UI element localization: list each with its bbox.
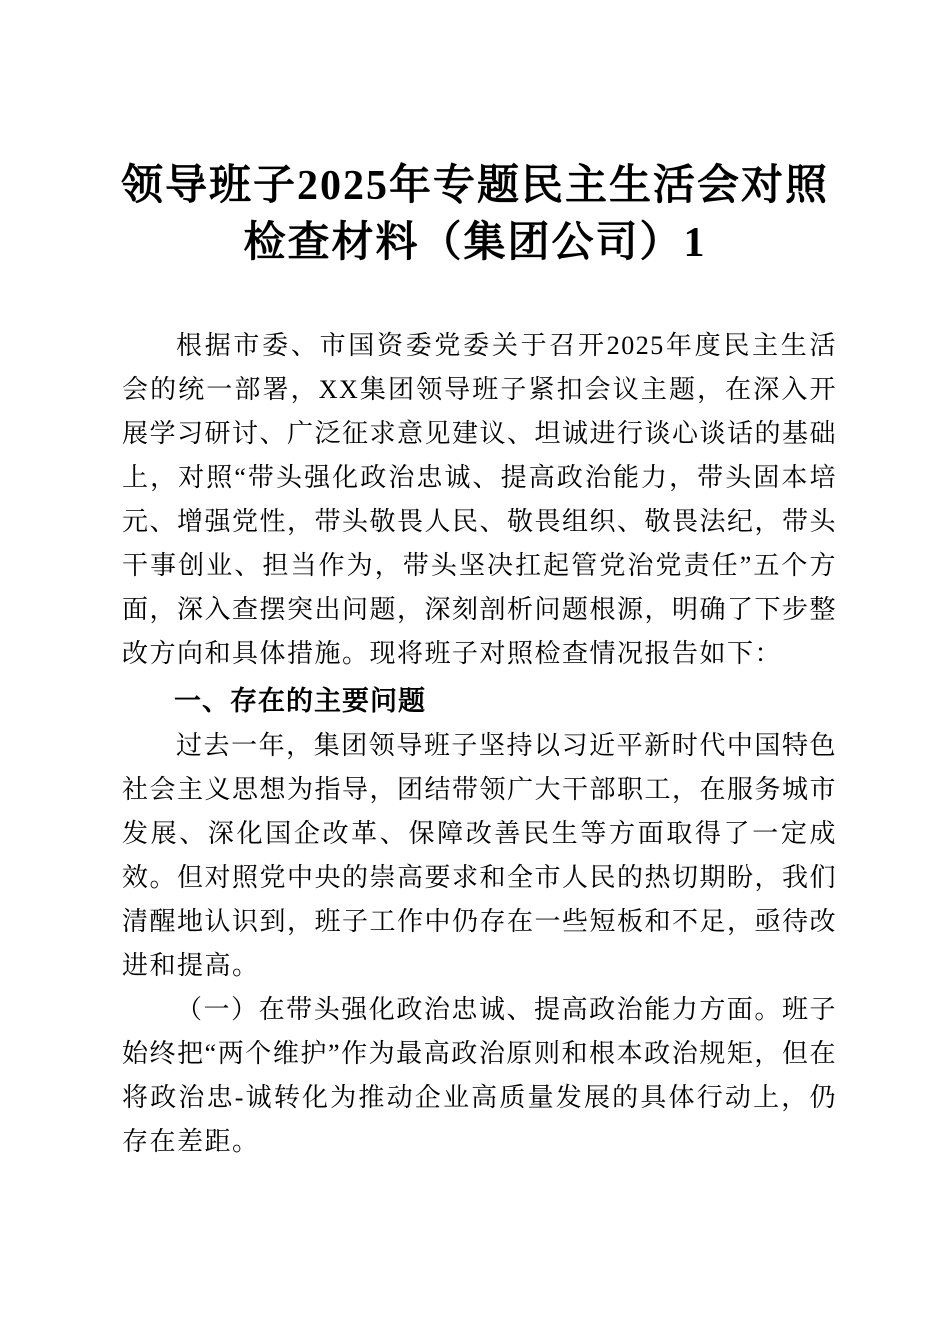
document-title (60, 158, 890, 272)
paragraph-intro: 根据市委、市国资委党委关于召开2025年度民主生活会的统一部署，XX集团领导班子紧扣会议主题，在深入开展学习研讨、广泛征求意见建议、坦诚进行谈心谈话的基础上，对照“带头强化政治忠诚、提高政治能力，带头固本培元、增强党性，带头敬畏人民、敬畏组织、敬畏法纪，带头干事创业、担当作为，带头坚决扛起管党治党责任”五个方面，深入查摆突出问题，深刻剖析问题根源，明确了下步整改方向和具体措施。现将班子对照检查情况报告如下： (122, 331, 838, 668)
document-title-line-1: 领导班子2025年专题民主生活会对照 (120, 163, 829, 209)
section-heading-main-problems: 一、存在的主要问题 (174, 686, 426, 716)
paragraph-item-one: （一）在带头强化政治忠诚、提高政治能力方面。班子始终把“两个维护”作为最高政治原则和根本政治规矩，但在将政治忠-诚转化为推动企业高质量发展的具体行动上，仍存在差距。 (122, 995, 837, 1156)
document-body (122, 324, 837, 1164)
paragraph-overview: 过去一年，集团领导班子坚持以习近平新时代中国特色社会主义思想为指导，团结带领广大干部职工，在服务城市发展、深化国企改革、保障改善民生等方面取得了一定成效。但对照党中央的崇高要求和全市人民的热切期盼，我们清醒地认识到，班子工作中仍存在一些短板和不足，亟待改进和提高。 (122, 731, 838, 980)
document-title-line-2: 检查材料（集团公司）1 (243, 220, 707, 266)
